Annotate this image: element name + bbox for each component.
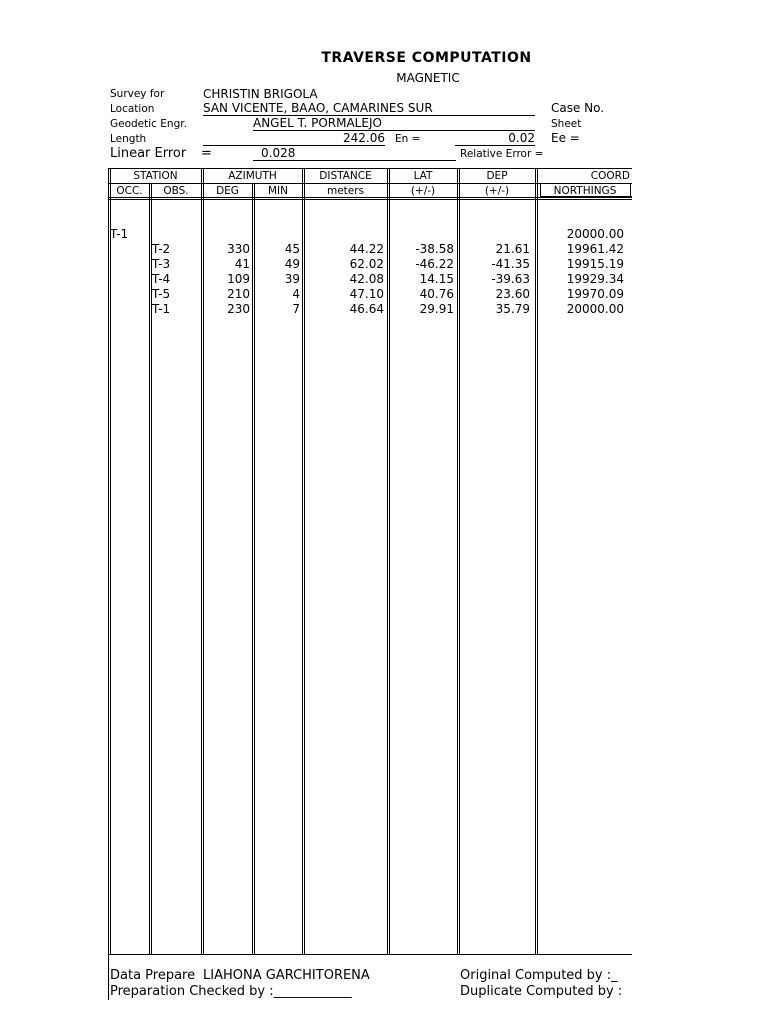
geodetic-engr-label: Geodetic Engr. xyxy=(110,118,187,130)
en-value: 0.02 xyxy=(455,131,535,146)
case-no-label: Case No. xyxy=(551,101,605,115)
cell-northing: 19929.34 xyxy=(566,272,624,286)
cell-lat: 14.15 xyxy=(419,272,454,286)
data-prepared-by: LIAHONA GARCHITORENA xyxy=(203,968,370,983)
cell-dep: 21.61 xyxy=(495,242,530,256)
cell-obs: T-3 xyxy=(152,257,171,271)
cell-northing: 19915.19 xyxy=(566,257,624,271)
length-label: Length xyxy=(110,133,147,145)
cell-min: 7 xyxy=(292,302,300,316)
cell-deg: 230 xyxy=(227,302,250,316)
cell-dep: 23.60 xyxy=(495,287,530,301)
col-deg: DEG xyxy=(216,185,239,197)
cell-min: 39 xyxy=(284,272,300,286)
col-lat-sign: (+/-) xyxy=(410,185,436,197)
survey-for-label: Survey for xyxy=(110,88,165,100)
cell-dep: -39.63 xyxy=(491,272,530,286)
geodetic-engr-value: ANGEL T. PORMALEJO xyxy=(253,116,535,131)
cell-lat: 40.76 xyxy=(419,287,454,301)
ee-label: Ee = xyxy=(551,131,580,145)
cell-deg: 210 xyxy=(227,287,250,301)
cell-deg: 109 xyxy=(227,272,250,286)
sheet-label: Sheet xyxy=(551,118,582,130)
col-occ: OCC. xyxy=(116,185,143,197)
col-distance: DISTANCE xyxy=(319,170,372,182)
col-obs: OBS. xyxy=(163,185,189,197)
data-prepared-label: Data Prepare xyxy=(110,968,196,983)
page-title: TRAVERSE COMPUTATION xyxy=(321,50,532,66)
page-subtitle: MAGNETIC xyxy=(396,71,460,85)
cell-obs: T-5 xyxy=(152,287,171,301)
col-min: MIN xyxy=(267,185,288,197)
cell-dep: 35.79 xyxy=(495,302,530,316)
cell-lat: -38.58 xyxy=(415,242,454,256)
cell-min: 49 xyxy=(284,257,300,271)
linear-error-equals: = xyxy=(201,146,212,161)
duplicate-computed-label: Duplicate Computed by : xyxy=(460,984,623,999)
cell-distance: 42.08 xyxy=(349,272,384,286)
cell-min: 4 xyxy=(292,287,300,301)
col-northings: NORTHINGS xyxy=(553,185,617,197)
cell-obs: T-2 xyxy=(152,242,171,256)
relative-error-label: Relative Error = xyxy=(460,148,544,160)
linear-error-label: Linear Error xyxy=(110,146,187,161)
col-dep: DEP xyxy=(486,170,508,182)
col-lat: LAT xyxy=(413,170,433,182)
col-station: STATION xyxy=(133,170,178,182)
cell-northing: 19961.42 xyxy=(566,242,624,256)
col-dep-sign: (+/-) xyxy=(484,185,510,197)
cell-northing: 20000.00 xyxy=(566,302,624,316)
cell-occ: T-1 xyxy=(110,227,129,241)
col-coord: COORD xyxy=(590,170,630,182)
cell-distance: 44.22 xyxy=(349,242,384,256)
length-value: 242.06 xyxy=(203,131,385,146)
cell-min: 45 xyxy=(284,242,300,256)
location-value: SAN VICENTE, BAAO, CAMARINES SUR xyxy=(203,101,535,116)
cell-dep: -41.35 xyxy=(491,257,530,271)
cell-obs: T-1 xyxy=(152,302,171,316)
cell-obs: T-4 xyxy=(152,272,171,286)
preparation-checked-label: Preparation Checked by :____________ xyxy=(110,984,352,999)
cell-lat: 29.91 xyxy=(419,302,454,316)
survey-for-value: CHRISTIN BRIGOLA xyxy=(203,87,318,101)
en-label: En = xyxy=(395,133,421,145)
original-computed-label: Original Computed by :_ xyxy=(460,968,618,983)
cell-distance: 47.10 xyxy=(349,287,384,301)
linear-error-value: 0.028 xyxy=(253,146,456,161)
cell-deg: 330 xyxy=(227,242,250,256)
col-azimuth: AZIMUTH xyxy=(228,170,277,182)
col-meters: meters xyxy=(326,185,365,197)
cell-distance: 46.64 xyxy=(349,302,384,316)
location-label: Location xyxy=(110,103,155,115)
cell-northing: 19970.09 xyxy=(566,287,624,301)
cell-distance: 62.02 xyxy=(349,257,384,271)
cell-deg: 41 xyxy=(234,257,250,271)
cell-lat: -46.22 xyxy=(415,257,454,271)
cell-northing: 20000.00 xyxy=(566,227,624,241)
